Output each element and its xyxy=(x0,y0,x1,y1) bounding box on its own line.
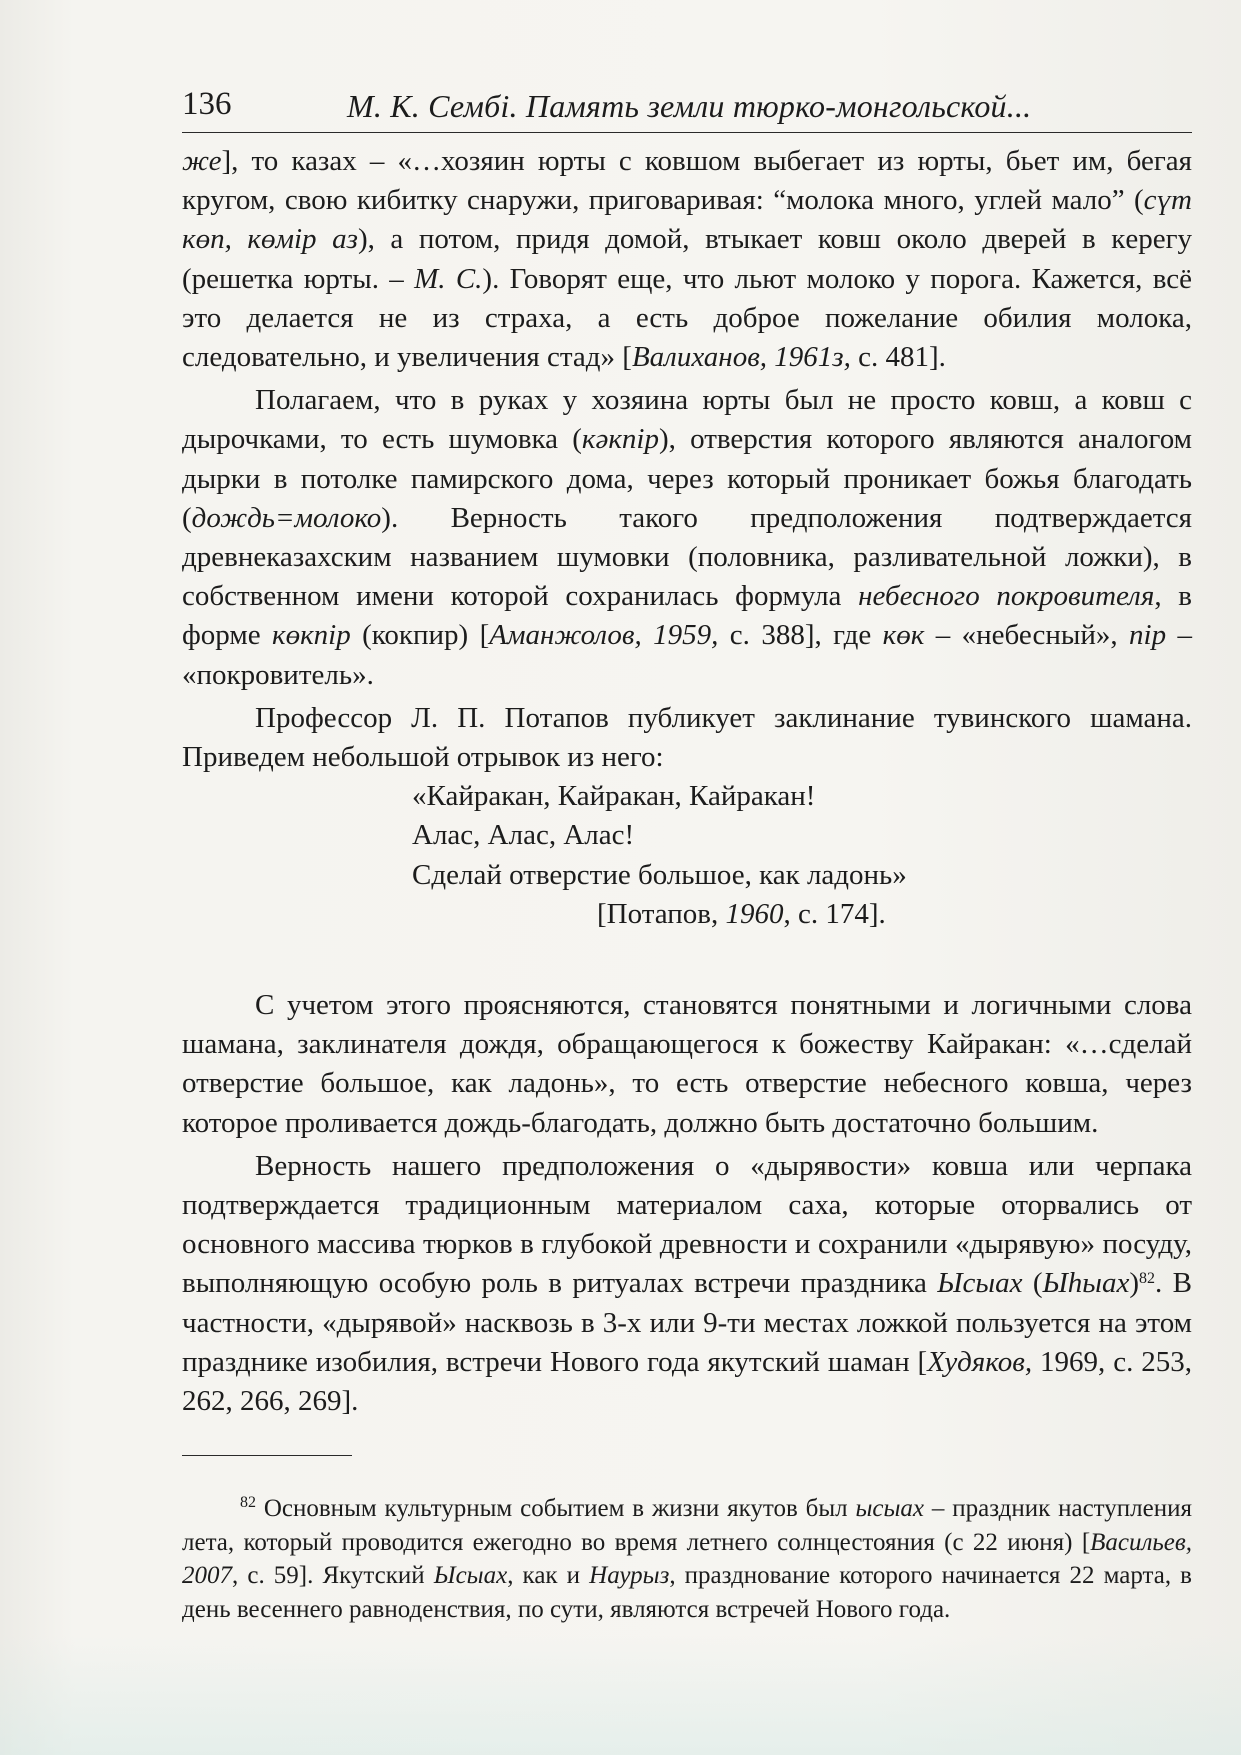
text-run: ], то казах – «…хозяин юрты с ковшом выбегает из юрты, бьет им, бегая кругом, свою кибитку снаружи, приговаривая: “молока много, углей мало” ( xyxy=(182,145,1192,217)
italic-text: пір xyxy=(1129,619,1167,652)
text-run: Верность нашего предположения о «дырявости» ковша или черпака подтверждается традиционным материалом саха, которые оторвались от основного массива тюрков в глубокой древности и сохранили «дырявую» посуду, выполняющую особую роль в ритуалах встречи праздника xyxy=(182,1149,1192,1300)
text-run: , с. 59]. Якутский xyxy=(232,1562,434,1589)
italic-text: М. С. xyxy=(414,262,483,295)
verse-quote xyxy=(412,777,1192,934)
footnote-reference[interactable]: 82 xyxy=(1139,1270,1155,1288)
citation-author: Васильев, 2007 xyxy=(182,1528,1192,1589)
text-run: ( xyxy=(1022,1267,1043,1300)
text-run: , празднование которого начинается 22 марта, в день весеннего равноденствия, по сути, являются встречей Нового года. xyxy=(182,1562,1192,1623)
italic-text: кәкпір xyxy=(581,423,659,456)
italic-text: Ыhыах xyxy=(1042,1267,1130,1300)
text-run: Основным культурным событием в жизни якутов был xyxy=(256,1495,856,1522)
text-run: ) xyxy=(1129,1267,1139,1300)
text-run: (кокпир) [ xyxy=(350,619,490,652)
paragraph-5 xyxy=(182,1147,1192,1421)
footnote-number: 82 xyxy=(240,1494,256,1511)
citation-year: 1960 xyxy=(725,897,784,930)
verse-line-3: Сделай отверстие большое, как ладонь» xyxy=(412,858,907,891)
italic-text: көкпір xyxy=(272,619,351,652)
citation-author: Аманжолов, 1959, xyxy=(489,619,719,652)
paragraph-2 xyxy=(182,381,1192,695)
italic-text: Ысыах xyxy=(433,1562,508,1589)
text-run: ), отверстия которого являются аналогом дырки в потолке памирского дома, через который проникает божья благодать ( xyxy=(182,423,1192,534)
text-run: [Потапов, xyxy=(597,897,726,930)
main-text xyxy=(182,142,1192,1421)
text-run: – «покровитель». xyxy=(182,619,1193,691)
verse-line-1: «Кайракан, Кайракан, Кайракан! xyxy=(412,780,816,813)
page-number: 136 xyxy=(182,86,232,122)
verse-citation xyxy=(412,895,1192,934)
verse-line-2: Алас, Алас, Алас! xyxy=(412,819,635,852)
italic-text: көк xyxy=(882,619,925,652)
text-run: ). Говорят еще, что льют молоко у порога. Кажется, всё это делается не из страха, а есть доброе пожелание обилия молока, следовательно, и увеличения стад» [ xyxy=(182,262,1192,374)
italic-text: сүт көп, көмір аз xyxy=(182,184,1192,256)
citation-author: Валиханов, 1961з, xyxy=(631,341,851,374)
text-run: с. 481]. xyxy=(850,341,946,374)
text-run: с. 388], где xyxy=(718,619,883,652)
italic-text: же xyxy=(182,145,222,177)
paragraph-1 xyxy=(182,142,1192,377)
paragraph-4: С учетом этого проясняются, становятся понятными и логичными слова шамана, заклинателя дождя, обращающегося к божеству Кайракан: «…сделай отверстие большое, как ладонь», то есть отверстие небесного ковша, через которое проливается дождь-благодать, должно быть достаточно большим. xyxy=(182,989,1192,1139)
running-header xyxy=(182,82,1192,133)
citation-author: Худяков, xyxy=(927,1345,1033,1378)
italic-text: дождь=молоко xyxy=(191,501,382,534)
italic-text: Ысыах xyxy=(937,1267,1023,1300)
text-run: , с. 174]. xyxy=(783,897,886,930)
footnote-separator xyxy=(182,1455,352,1456)
text-run: Полагаем, что в руках у хозяина юрты был не просто ковш, а ковш с дырочками, то есть шумовка ( xyxy=(182,384,1192,456)
text-run: ), а потом, придя домой, втыкает ковш около дверей в кeрегу (решетка юрты. – xyxy=(182,223,1192,295)
footnote-82 xyxy=(182,1492,1192,1626)
text-run: – праздник наступления лета, который проводится ежегодно во время летнего солнцестояния (с 22 июня) [ xyxy=(182,1495,1192,1556)
text-run: , в форме xyxy=(182,580,1192,652)
text-run: ). Верность такого предположения подтверждается древнеказахским названием шумовки (половника, разливательной ложки), в собственном имени которой сохранилась формула xyxy=(182,501,1192,613)
italic-text: ысыах xyxy=(855,1495,925,1522)
italic-text: небесного покровителя xyxy=(858,580,1155,613)
text-run: , как и xyxy=(507,1562,590,1589)
paragraph-3: Профессор Л. П. Потапов публикует заклинание тувинского шамана. Приведем небольшой отрывок из него: xyxy=(182,701,1192,774)
running-head-title: М. К. Сембі. Память земли тюрко-монгольской... xyxy=(347,88,1032,124)
text-run: 1969, с. 253, 262, 266, 269]. xyxy=(182,1345,1192,1418)
italic-text: Наурыз xyxy=(589,1562,670,1589)
text-run: – «небесный», xyxy=(924,619,1130,652)
text-run: . В частности, «дырявой» насквозь в 3-х или 9-ти местах ложкой пользуется на этом празднике изобилия, встречи Нового года якутский шаман [ xyxy=(182,1267,1192,1378)
